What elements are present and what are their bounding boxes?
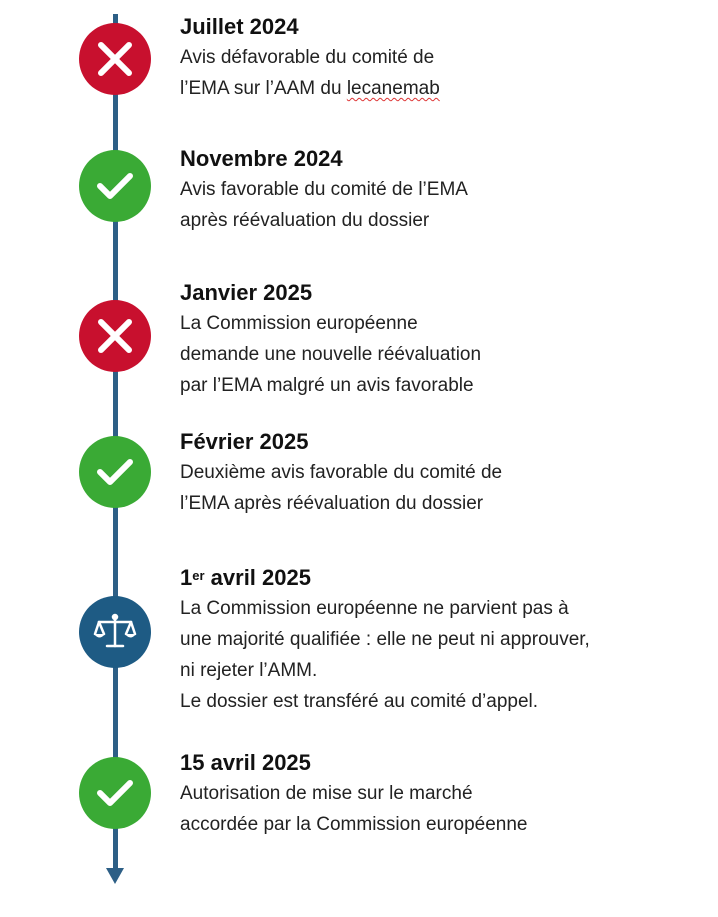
approved-status-icon	[79, 436, 151, 508]
description-line: La Commission européenne ne parvient pas à	[180, 598, 569, 619]
event-description	[180, 593, 710, 717]
spellcheck-word: lecanemab	[346, 78, 440, 99]
pending-status-icon	[79, 596, 151, 668]
description-line: accordée par la Commission européenne	[180, 814, 528, 835]
check-icon	[95, 170, 135, 202]
event-date	[180, 563, 710, 593]
x-icon	[96, 317, 134, 355]
event-description	[180, 778, 710, 840]
date-ordinal: er	[192, 568, 205, 583]
description-line: Deuxième avis favorable du comité de	[180, 462, 503, 483]
description-line	[180, 73, 710, 104]
scales-icon	[93, 612, 137, 652]
event-date: Février 2025	[180, 429, 309, 454]
description-line: l’EMA après réévaluation du dossier	[180, 493, 484, 514]
description-line: La Commission européenne	[180, 313, 418, 334]
event-description	[180, 308, 710, 401]
rejected-status-icon	[79, 23, 151, 95]
description-text: l’EMA sur l’AAM du	[180, 78, 347, 99]
date-day: 1	[180, 565, 193, 590]
event-description	[180, 174, 710, 236]
description-line: une majorité qualifiée : elle ne peut ni approuver,	[180, 629, 590, 650]
x-icon	[96, 40, 134, 78]
description-line: demande une nouvelle réévaluation	[180, 344, 482, 365]
check-icon	[95, 777, 135, 809]
description-line: après réévaluation du dossier	[180, 210, 430, 231]
timeline-event-november-2024	[180, 144, 710, 236]
rejected-status-icon	[79, 300, 151, 372]
event-description	[180, 457, 710, 519]
event-description	[180, 42, 710, 104]
description-line: ni rejeter l’AMM.	[180, 660, 318, 681]
event-date: 15 avril 2025	[180, 750, 311, 775]
date-month-year: avril 2025	[204, 565, 311, 590]
event-date: Novembre 2024	[180, 146, 343, 171]
description-line: Autorisation de mise sur le marché	[180, 783, 473, 804]
description-line: Avis défavorable du comité de	[180, 47, 435, 68]
timeline-event-july-2024	[180, 12, 710, 104]
timeline-event-january-2025	[180, 278, 710, 401]
approved-status-icon	[79, 757, 151, 829]
event-date: Juillet 2024	[180, 14, 299, 39]
timeline-event-april-1-2025	[180, 563, 710, 717]
approved-status-icon	[79, 150, 151, 222]
description-line: par l’EMA malgré un avis favorable	[180, 375, 474, 396]
timeline-event-february-2025	[180, 427, 710, 519]
check-icon	[95, 456, 135, 488]
description-line: Le dossier est transféré au comité d’appel.	[180, 691, 539, 712]
timeline-event-april-15-2025	[180, 748, 710, 840]
event-date: Janvier 2025	[180, 280, 313, 305]
timeline-arrow-icon	[106, 868, 124, 884]
description-line: Avis favorable du comité de l’EMA	[180, 179, 468, 200]
